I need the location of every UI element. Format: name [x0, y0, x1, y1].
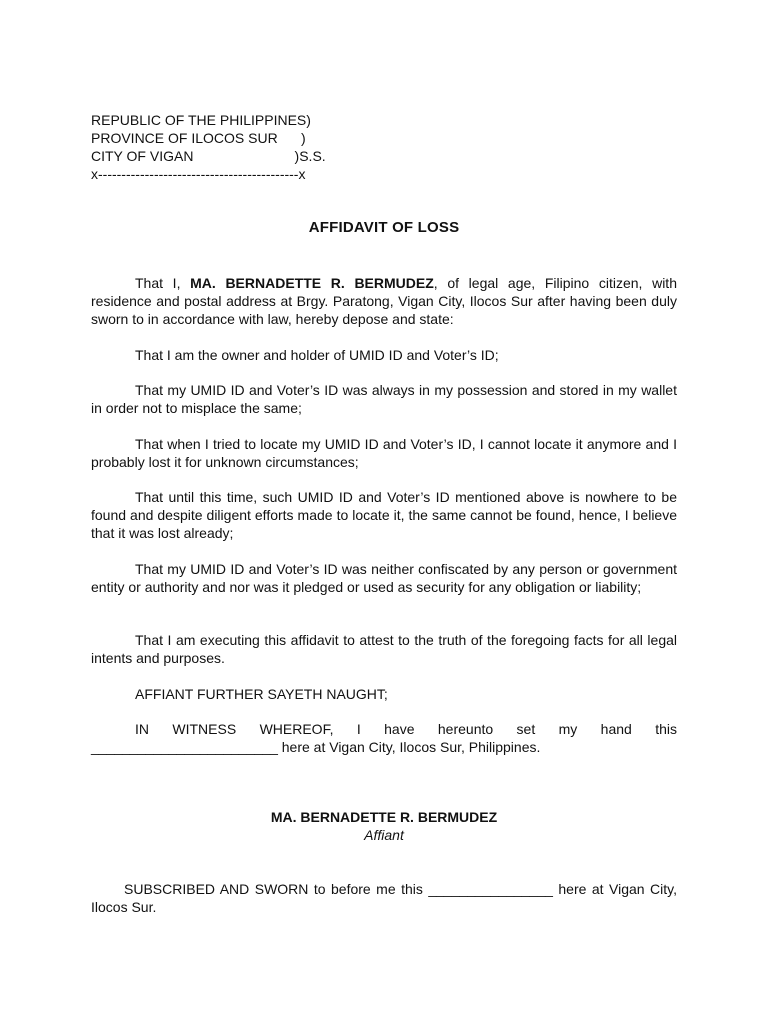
document-title: AFFIDAVIT OF LOSS [308, 219, 460, 236]
jurat-paragraph: SUBSCRIBED AND SWORN to before me this ________________ here at Vigan City, Ilocos Sur. [91, 881, 677, 915]
paragraph-possession: That my UMID ID and Voter’s ID was always in my possession and stored in my wallet in order not to misplace the same; [91, 382, 677, 416]
affiant-name-inline: MA. BERNADETTE R. BERMUDEZ [190, 275, 434, 291]
affiant-label: Affiant [364, 827, 404, 843]
venue-caption [91, 111, 326, 183]
caption-republic: REPUBLIC OF THE PHILIPPINES) [91, 112, 311, 128]
paragraph-not-confiscated: That my UMID ID and Voter’s ID was neither confiscated by any person or government entity or authority and nor was it pledged or used as security for any obligation or liability; [91, 561, 677, 595]
paragraph-witness: IN WITNESS WHEREOF, I have hereunto set my hand this ________________________ here at Vigan City, Ilocos Sur, Philippines. [91, 721, 677, 755]
paragraph-diligent-search: That until this time, such UMID ID and Voter’s ID mentioned above is nowhere to be found and despite diligent efforts made to locate it, the same cannot be found, hence, I believe that it was lost already; [91, 489, 677, 541]
intro-paragraph [91, 274, 677, 328]
caption-city: CITY OF VIGAN )S.S. [91, 148, 326, 164]
paragraph-ownership: That I am the owner and holder of UMID ID and Voter’s ID; [135, 347, 499, 363]
paragraph-purpose: That I am executing this affidavit to attest to the truth of the foregoing facts for all legal intents and purposes. [91, 632, 677, 666]
intro-suffix: , of legal age, Filipino citizen, with residence and postal address at Brgy. Paratong, Vigan City, Ilocos Sur after having been duly sworn to in accordance with law, hereby depose and state: [91, 275, 677, 327]
caption-province: PROVINCE OF ILOCOS SUR ) [91, 130, 306, 146]
paragraph-naught: AFFIANT FURTHER SAYETH NAUGHT; [135, 686, 388, 702]
caption-separator: x-------------------------------------------x [91, 166, 306, 182]
intro-prefix: That I, [135, 275, 191, 291]
paragraph-lost: That when I tried to locate my UMID ID and Voter’s ID, I cannot locate it anymore and I probably lost it for unknown circumstances; [91, 436, 677, 470]
affiant-signature-name: MA. BERNADETTE R. BERMUDEZ [270, 809, 498, 825]
